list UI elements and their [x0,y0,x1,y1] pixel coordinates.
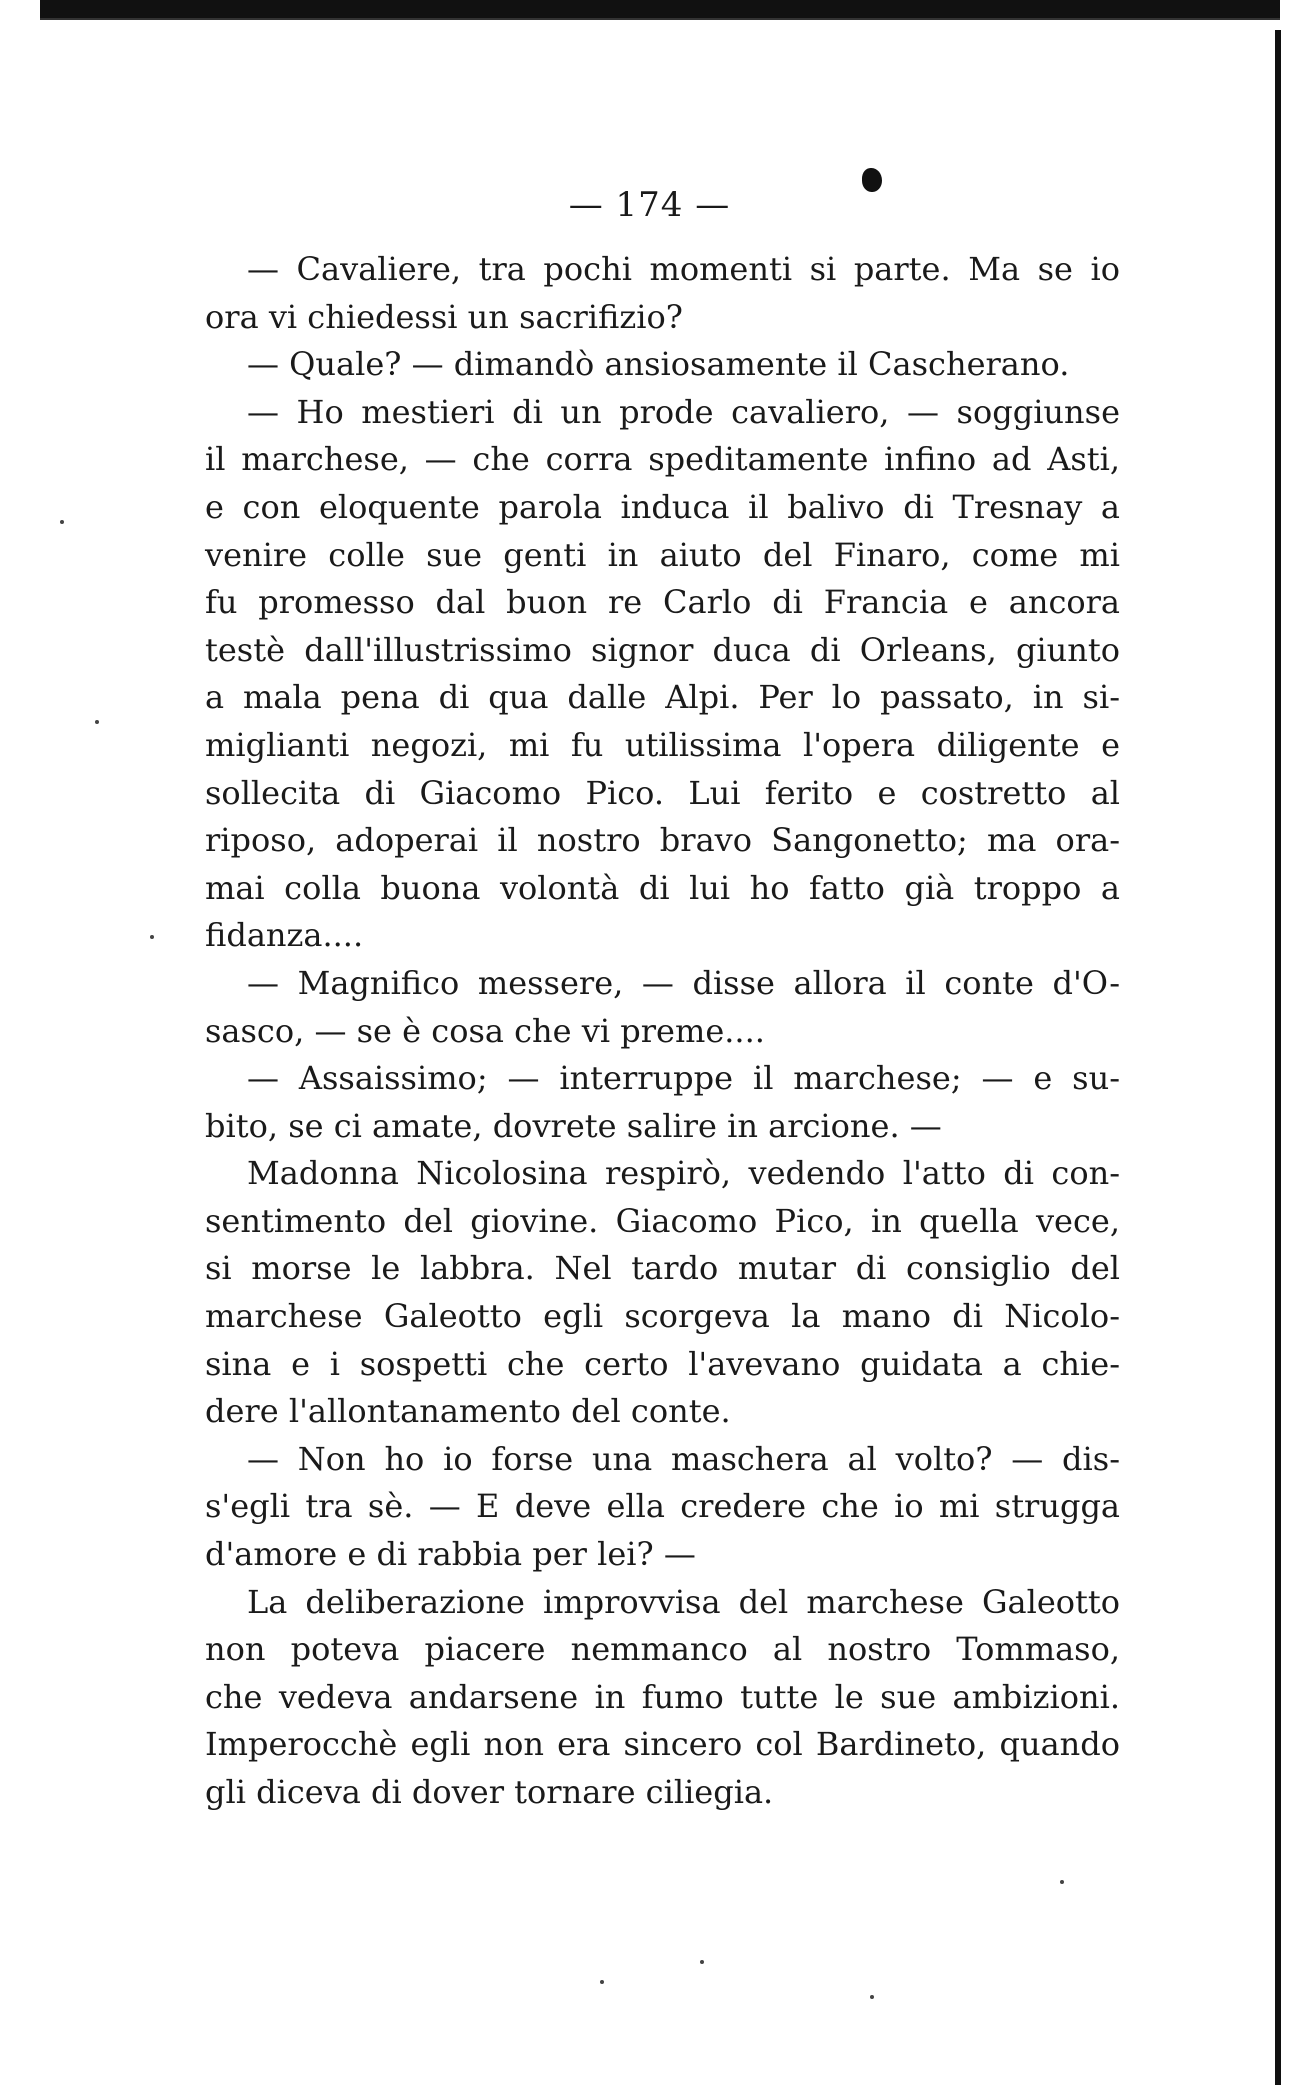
text-line: gli diceva di dover tornare ciliegia. [205,1773,774,1811]
text-line: sasco, — se è cosa che vi preme.... [205,1011,765,1050]
text-line: dere l'allontanamento del conte. [205,1392,731,1431]
text-line: — Cavaliere, tra pochi momenti si parte. Ma se io [247,250,1120,288]
text-line: — Non ho io forse una maschera al volto? — dis- [247,1439,1120,1478]
page-number: — 174 — [568,185,731,225]
text-line: fu promesso dal buon re Carlo di Francia e ancora [205,583,1120,622]
text-line: marchese Galeotto egli scorgeva la mano di Nicolo- [205,1297,1120,1336]
text-line: si morse le labbra. Nel tardo mutar di consiglio del [205,1249,1120,1288]
text-line: venire colle sue genti in aiuto del Finaro, come mi [205,535,1120,574]
text-line: non poteva piacere nemmanco al nostro Tommaso, [205,1630,1120,1669]
text-line: — Ho mestieri di un prode cavaliero, — soggiunse [247,392,1120,431]
top-border-rule [40,0,1280,20]
text-line: fidanza.... [205,916,364,955]
text-line: a mala pena di qua dalle Alpi. Per lo passato, in si- [205,678,1120,717]
print-speck [150,935,154,939]
text-line: d'amore e di rabbia per lei? — [205,1535,696,1574]
print-speck [870,1995,874,1999]
ink-blot [862,168,882,192]
text-line: — Magnifico messere, — disse allora il conte d'O- [247,963,1120,1002]
print-speck [60,520,64,524]
text-line: miglianti negozi, mi fu utilissima l'opera diligente e [205,725,1120,764]
print-speck [95,720,99,724]
text-line: sollecita di Giacomo Pico. Lui ferito e costretto al [205,773,1120,812]
text-line: riposo, adoperai il nostro bravo Sangonetto; ma ora- [205,821,1120,860]
text-line: s'egli tra sè. — E deve ella credere che io mi strugga [205,1487,1120,1526]
text-line: e con eloquente parola induca il balivo di Tresnay a [205,487,1120,526]
text-line: testè dall'illustrissimo signor duca di Orleans, giunto [205,630,1120,669]
text-line: Madonna Nicolosina respirò, vedendo l'atto di con- [247,1154,1120,1193]
text-line: — Assaissimo; — interruppe il marchese; — e su- [247,1059,1120,1098]
text-line: sina e i sospetti che certo l'avevano guidata a chie- [205,1344,1120,1383]
text-line: ora vi chiedessi un sacrifizio? [205,297,683,336]
text-line: bito, se ci amate, dovrete salire in arcione. — [205,1106,942,1145]
text-line: La deliberazione improvvisa del marchese Galeotto [247,1582,1120,1621]
right-border-rule [1275,30,1281,2085]
body-text [205,246,1120,1817]
print-speck [600,1980,604,1984]
print-speck [700,1960,704,1964]
text-line: — Quale? — dimandò ansiosamente il Cascherano. [247,345,1070,384]
text-line: sentimento del giovine. Giacomo Pico, in quella vece, [205,1201,1120,1240]
text-line: che vedeva andarsene in fumo tutte le sue ambizioni. [205,1677,1120,1716]
text-line: mai colla buona volontà di lui ho fatto già troppo a [205,868,1120,907]
text-line: il marchese, — che corra speditamente infino ad Asti, [205,440,1120,479]
text-line: Imperocchè egli non era sincero col Bardineto, quando [205,1725,1120,1764]
print-speck [1060,1880,1064,1884]
